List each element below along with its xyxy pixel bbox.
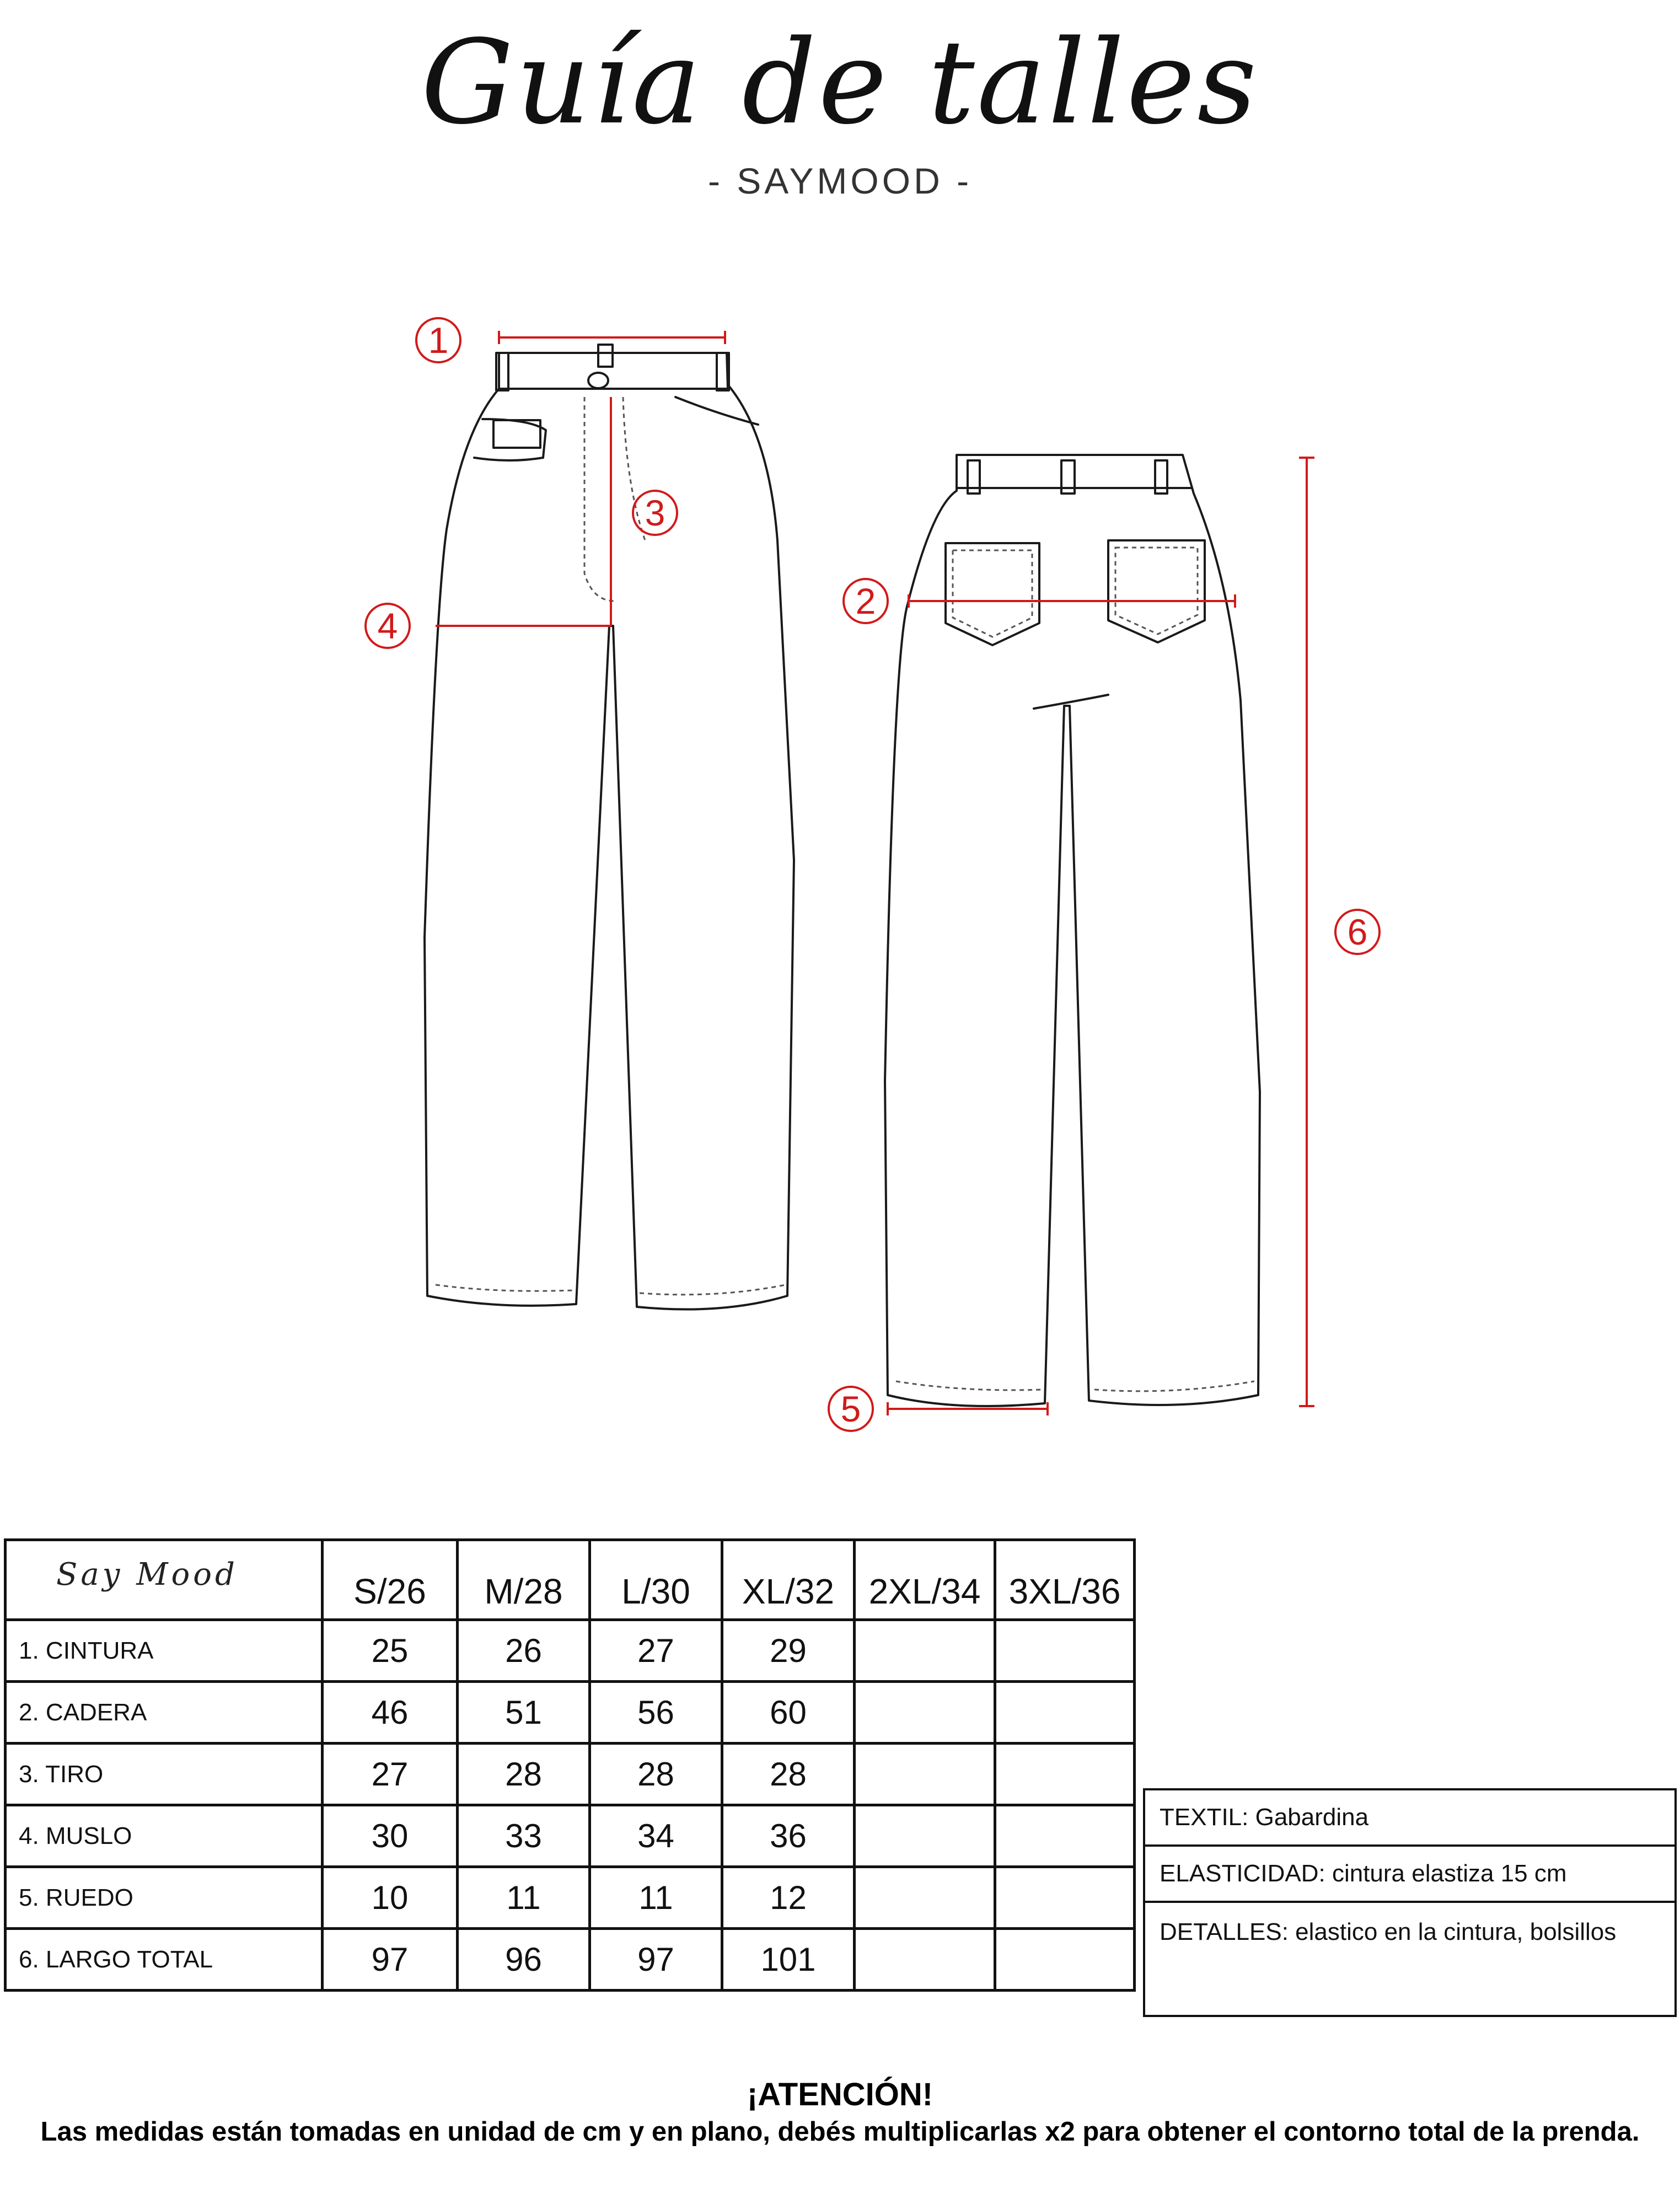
info-detalles: DETALLES: elastico en la cintura, bolsillos (1144, 1902, 1676, 2016)
table-cell: 27 (590, 1620, 722, 1682)
info-row (1144, 1902, 1676, 2016)
marker-5-label: 5 (840, 1388, 861, 1429)
table-row (6, 1682, 1135, 1744)
logo-cell (6, 1540, 323, 1620)
table-cell: 97 (590, 1929, 722, 1991)
back-pocket-right-stitch (1115, 548, 1198, 634)
marker-1-label: 1 (428, 320, 449, 361)
info-textil: TEXTIL: Gabardina (1144, 1789, 1676, 1846)
table-cell: 46 (323, 1682, 458, 1744)
size-header: S/26 (323, 1540, 458, 1620)
marker-1 (416, 318, 460, 362)
table-cell: 11 (590, 1867, 722, 1929)
back-seat-curve (1034, 695, 1108, 709)
marker-6-label: 6 (1347, 911, 1368, 952)
brand-subtitle: - SAYMOOD - (707, 160, 973, 201)
marker-3-label: 3 (645, 492, 665, 533)
table-cell (855, 1744, 995, 1805)
table-cell: 30 (323, 1805, 458, 1867)
table-row (6, 1620, 1135, 1682)
size-header: XL/32 (722, 1540, 855, 1620)
table-cell: 51 (458, 1682, 590, 1744)
marker-2-label: 2 (855, 581, 876, 621)
table-cell (995, 1805, 1135, 1867)
measurement-note: Las medidas están tomadas en unidad de cm y en plano, debés multiplicarlas x2 para obtener el contorno total de la prenda. (40, 2117, 1640, 2147)
back-hem-stitch-left (896, 1381, 1042, 1390)
size-table (4, 1538, 1136, 1992)
attention-heading: ¡ATENCIÓN! (747, 2077, 933, 2112)
table-cell (995, 1620, 1135, 1682)
pants-front-drawing (425, 345, 794, 1310)
marker-4-label: 4 (377, 605, 398, 646)
table-cell: 34 (590, 1805, 722, 1867)
table-cell: 27 (323, 1744, 458, 1805)
front-button-icon (588, 373, 608, 388)
row-label: 6. LARGO TOTAL (6, 1929, 323, 1991)
marker-3 (633, 491, 677, 535)
table-cell: 26 (458, 1620, 590, 1682)
front-outline (425, 353, 794, 1310)
table-cell (855, 1682, 995, 1744)
brand-signature-logo: Say Mood (56, 1557, 238, 1592)
table-cell: 56 (590, 1682, 722, 1744)
info-row (1144, 1846, 1676, 1902)
table-cell: 36 (722, 1805, 855, 1867)
table-row (6, 1929, 1135, 1991)
table-cell: 60 (722, 1682, 855, 1744)
back-pocket-left-stitch (953, 550, 1032, 637)
marker-2 (844, 579, 888, 623)
table-cell: 25 (323, 1620, 458, 1682)
page-title: Guía de talles (421, 15, 1259, 150)
size-table-header (6, 1540, 1135, 1620)
row-label: 4. MUSLO (6, 1805, 323, 1867)
table-cell: 11 (458, 1867, 590, 1929)
size-header: 3XL/36 (995, 1540, 1135, 1620)
size-header: L/30 (590, 1540, 722, 1620)
table-row (6, 1805, 1135, 1867)
table-cell: 96 (458, 1929, 590, 1991)
table-cell (855, 1929, 995, 1991)
front-pocket-left (474, 419, 546, 460)
table-cell (855, 1620, 995, 1682)
info-row (1144, 1789, 1676, 1846)
table-cell: 33 (458, 1805, 590, 1867)
table-cell: 28 (722, 1744, 855, 1805)
table-cell: 12 (722, 1867, 855, 1929)
measurement-lines (436, 331, 1314, 1415)
table-cell (995, 1682, 1135, 1744)
row-label: 2. CADERA (6, 1682, 323, 1744)
back-hem-stitch-right (1094, 1381, 1254, 1391)
table-cell (995, 1929, 1135, 1991)
size-header: 2XL/34 (855, 1540, 995, 1620)
size-header: M/28 (458, 1540, 590, 1620)
info-elasticidad: ELASTICIDAD: cintura elastiza 15 cm (1144, 1846, 1676, 1902)
marker-4 (366, 604, 410, 648)
back-pocket-right (1108, 540, 1205, 642)
table-cell: 28 (458, 1744, 590, 1805)
fabric-info-table (1143, 1788, 1677, 2017)
table-row (6, 1867, 1135, 1929)
pants-back-drawing (885, 455, 1260, 1406)
table-cell: 28 (590, 1744, 722, 1805)
back-pocket-left (946, 543, 1039, 645)
table-cell: 10 (323, 1867, 458, 1929)
row-label: 3. TIRO (6, 1744, 323, 1805)
row-label: 5. RUEDO (6, 1867, 323, 1929)
marker-6 (1335, 910, 1380, 954)
front-hem-stitch-right (640, 1285, 786, 1295)
front-belt-loop-center (598, 345, 613, 367)
table-cell (855, 1805, 995, 1867)
row-label: 1. CINTURA (6, 1620, 323, 1682)
table-cell (995, 1744, 1135, 1805)
table-cell (995, 1867, 1135, 1929)
front-hem-stitch-left (436, 1285, 573, 1291)
table-cell: 29 (722, 1620, 855, 1682)
table-cell (855, 1867, 995, 1929)
table-cell: 97 (323, 1929, 458, 1991)
table-cell: 101 (722, 1929, 855, 1991)
marker-5 (829, 1387, 873, 1431)
table-row (6, 1744, 1135, 1805)
